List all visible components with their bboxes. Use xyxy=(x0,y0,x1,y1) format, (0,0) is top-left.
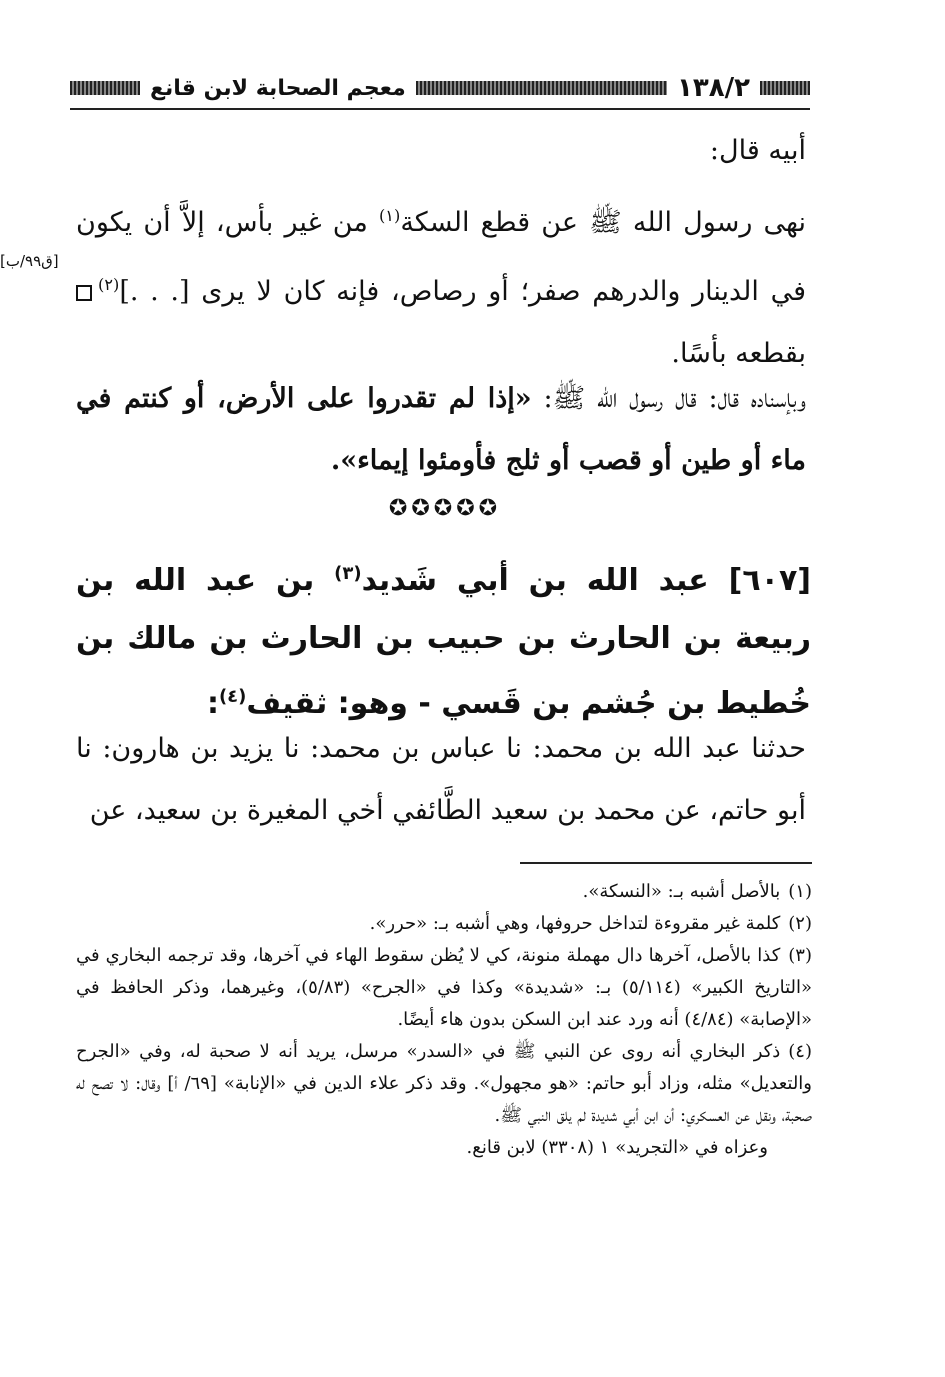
text-run: من غير بأس، إلاَّ أن يكون في الدينار والدرهم صفر؛ أو رصاص، فإنه كان لا يرى [. . .] xyxy=(76,207,806,307)
entry-lineage: بن عبد الله بن ربيعة بن الحارث بن حبيب بن الحارث بن مالك بن خُطيط بن جُشم بن قَسي - وهو: ثقيف xyxy=(76,563,811,721)
footnote-item xyxy=(76,876,812,908)
header-ornament-band xyxy=(416,81,667,95)
hadith-quote: «إذا لم تقدروا على الأرض، أو كنتم في ماء أو طين أو قصب أو ثلج فأومئوا إيماء». xyxy=(76,383,806,476)
footnote-ref: (٤) xyxy=(218,686,247,707)
footnote-ref: (٢) xyxy=(98,275,120,294)
manuscript-folio-note: [ق٩٩/ب] xyxy=(0,252,59,270)
footnote-text: بالأصل أشبه بـ: «النسكة». xyxy=(582,881,781,902)
header-rule xyxy=(70,108,810,110)
paragraph-hadith xyxy=(76,368,806,492)
section-end-mark-icon xyxy=(76,285,92,301)
text-run: بقطعه بأسًا. xyxy=(671,338,806,369)
paragraph-prohibition xyxy=(76,185,806,385)
page-number: ١٣٨/٢ xyxy=(677,73,750,103)
header-ornament-band xyxy=(760,81,810,95)
footnote-item xyxy=(76,1036,812,1132)
footnote-text: ذكر البخاري أنه روى عن النبي ﷺ في «السدر» مرسل، يريد أنه لا صحبة له، وفي «الجرح والتعديل» مثله، وزاد أبو حاتم: «هو مجهول». وقد ذكر علاء الدين في «الإنابة» [٦٩/ أ] وقال: لا تصح له صحبة، ونقل عن العسكري: أن ابن أبي شديدة لم يلق النبي ﷺ. xyxy=(76,1041,813,1126)
page-header xyxy=(70,68,810,108)
biography-entry-heading xyxy=(76,545,811,733)
intro-text: أبيه قال: xyxy=(709,135,806,166)
paragraph-isnad xyxy=(76,718,806,842)
footnote-number: (١) xyxy=(788,881,812,902)
footnote-item xyxy=(76,940,812,1036)
section-separator-stars: ✪✪✪✪✪ xyxy=(388,496,502,521)
footnote-separator xyxy=(520,862,812,864)
header-ornament-band xyxy=(70,81,140,95)
footnote-ref: (١) xyxy=(378,206,401,225)
isnad-text: حدثنا عبد الله بن محمد: نا عباس بن محمد: نا يزيد بن هارون: نا أبو حاتم، عن محمد بن سعيد الطَّائفي أخي المغيرة بن سعيد، عن xyxy=(76,733,806,826)
footnote-text: كلمة غير مقروءة لتداخل حروفها، وهي أشبه بـ: «حرر». xyxy=(369,913,781,934)
entry-title: [٦٠٧] عبد الله بن أبي شَديد xyxy=(361,563,811,598)
footnote-number: (٢) xyxy=(788,913,812,934)
footnotes-section xyxy=(76,876,812,1164)
text-run: وبإسناده قال: قال رسول الله ﷺ: xyxy=(531,383,806,414)
paragraph-intro xyxy=(76,120,806,182)
footnote-continuation: وعزاه في «التجريد» ١ (٣٣٠٨) لابن قانع. xyxy=(466,1137,768,1158)
text-run: نهى رسول الله ﷺ عن قطع السكة xyxy=(400,207,806,238)
footnote-number: (٣) xyxy=(788,945,812,966)
book-title: معجم الصحابة لابن قانع xyxy=(150,75,406,101)
footnote-text: كذا بالأصل، آخرها دال مهملة منونة، كي لا يُظن سقوط الهاء في آخرها، وقد ترجمه البخاري في «التاريخ الكبير» (٥/١١٤) بـ: «شديدة» وكذا في «الجرح» (٥/٨٣)، وغيرهما، وذكر الحافظ في «الإصابة» (٤/٨٤) أنه ورد عند ابن السكن بدون هاء أيضًا. xyxy=(76,945,812,1030)
text-run: : xyxy=(206,686,219,721)
footnote-number: (٤) xyxy=(788,1041,812,1062)
footnote-ref: (٣) xyxy=(334,563,362,584)
footnote-item xyxy=(76,908,812,940)
